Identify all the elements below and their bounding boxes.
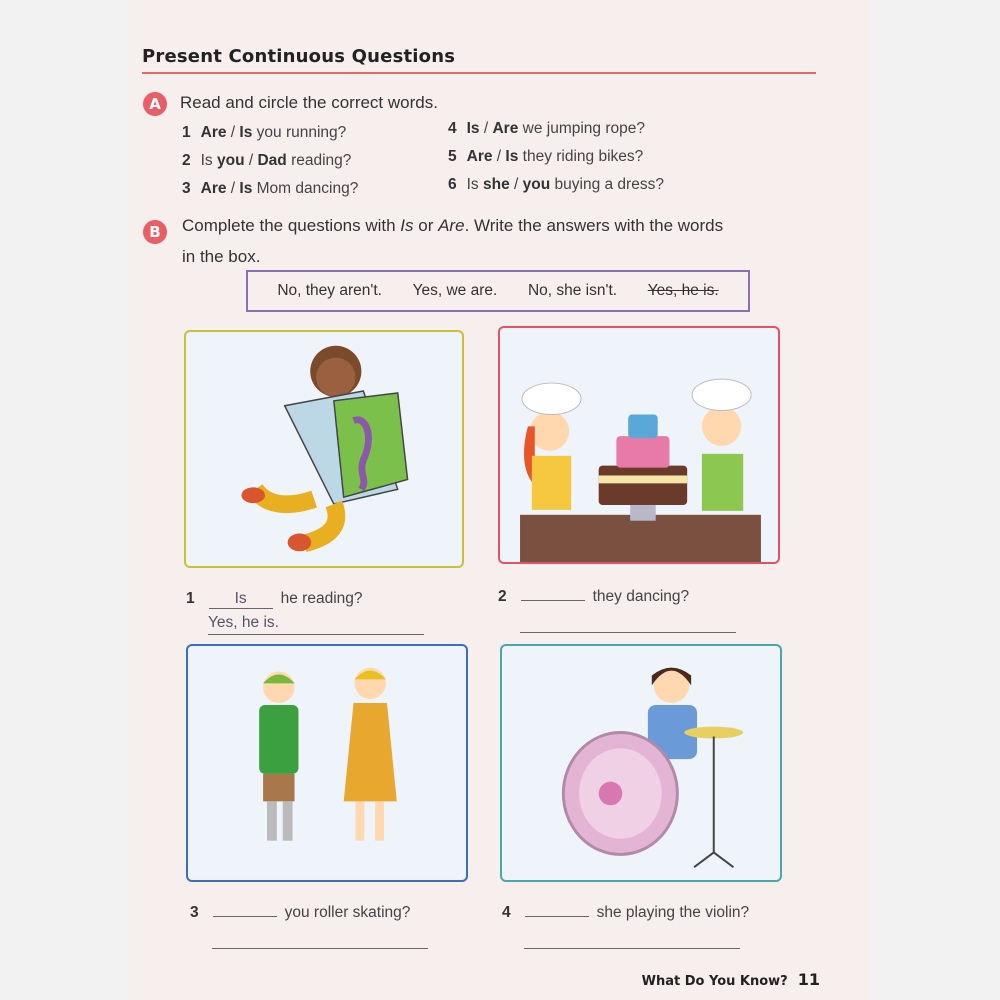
b-question-1: 1 Is he reading? <box>186 590 363 607</box>
answer-blank[interactable] <box>213 916 277 917</box>
word-box-option: No, she isn't. <box>527 282 618 299</box>
b-question-3: 3 you roller skating? <box>190 904 411 921</box>
picture-girl-drums <box>500 644 782 882</box>
workbook-page <box>128 0 870 1000</box>
section-b-instruction-line2: in the box. <box>182 247 261 266</box>
section-a-instruction: Read and circle the correct words. <box>180 93 438 112</box>
page-number: 11 <box>797 970 820 989</box>
word-box-option: No, they aren't. <box>277 282 382 299</box>
a-item-6: 6 Is she / you buying a dress? <box>448 176 664 193</box>
answer-line-3[interactable] <box>212 928 428 949</box>
picture-two-roller-skaters <box>186 644 468 882</box>
a-item-3: 3 Are / Is Mom dancing? <box>182 180 359 197</box>
a-item-5: 5 Are / Is they riding bikes? <box>448 148 644 165</box>
section-b-badge: B <box>143 220 167 244</box>
footer-label: What Do You Know? <box>641 974 788 989</box>
answer-line-4[interactable] <box>524 928 740 949</box>
title-rule <box>142 72 816 74</box>
word-box-option-crossed: Yes, he is. <box>647 282 719 299</box>
a-item-4: 4 Is / Are we jumping rope? <box>448 120 646 137</box>
picture-boy-reading <box>184 330 464 568</box>
page-title: Present Continuous Questions <box>142 46 456 67</box>
word-box-option: Yes, we are. <box>412 282 498 299</box>
word-box <box>246 270 750 312</box>
answer-line-2[interactable] <box>520 612 736 633</box>
b-question-2: 2 they dancing? <box>498 588 690 605</box>
b-question-4: 4 she playing the violin? <box>502 904 750 921</box>
answer-blank[interactable]: Is <box>209 590 273 609</box>
page-footer <box>642 970 820 989</box>
section-b-instruction-line1: Complete the questions with Is or Are. Write the answers with the words <box>182 216 724 235</box>
a-item-1: 1 Are / Is you running? <box>182 124 347 141</box>
a-item-2: 2 Is you / Dad reading? <box>182 152 352 169</box>
answer-blank[interactable] <box>521 600 585 601</box>
picture-two-bakers-cake <box>498 326 780 564</box>
section-a-badge: A <box>143 92 167 116</box>
answer-line-1[interactable]: Yes, he is. <box>208 614 424 635</box>
answer-blank[interactable] <box>525 916 589 917</box>
